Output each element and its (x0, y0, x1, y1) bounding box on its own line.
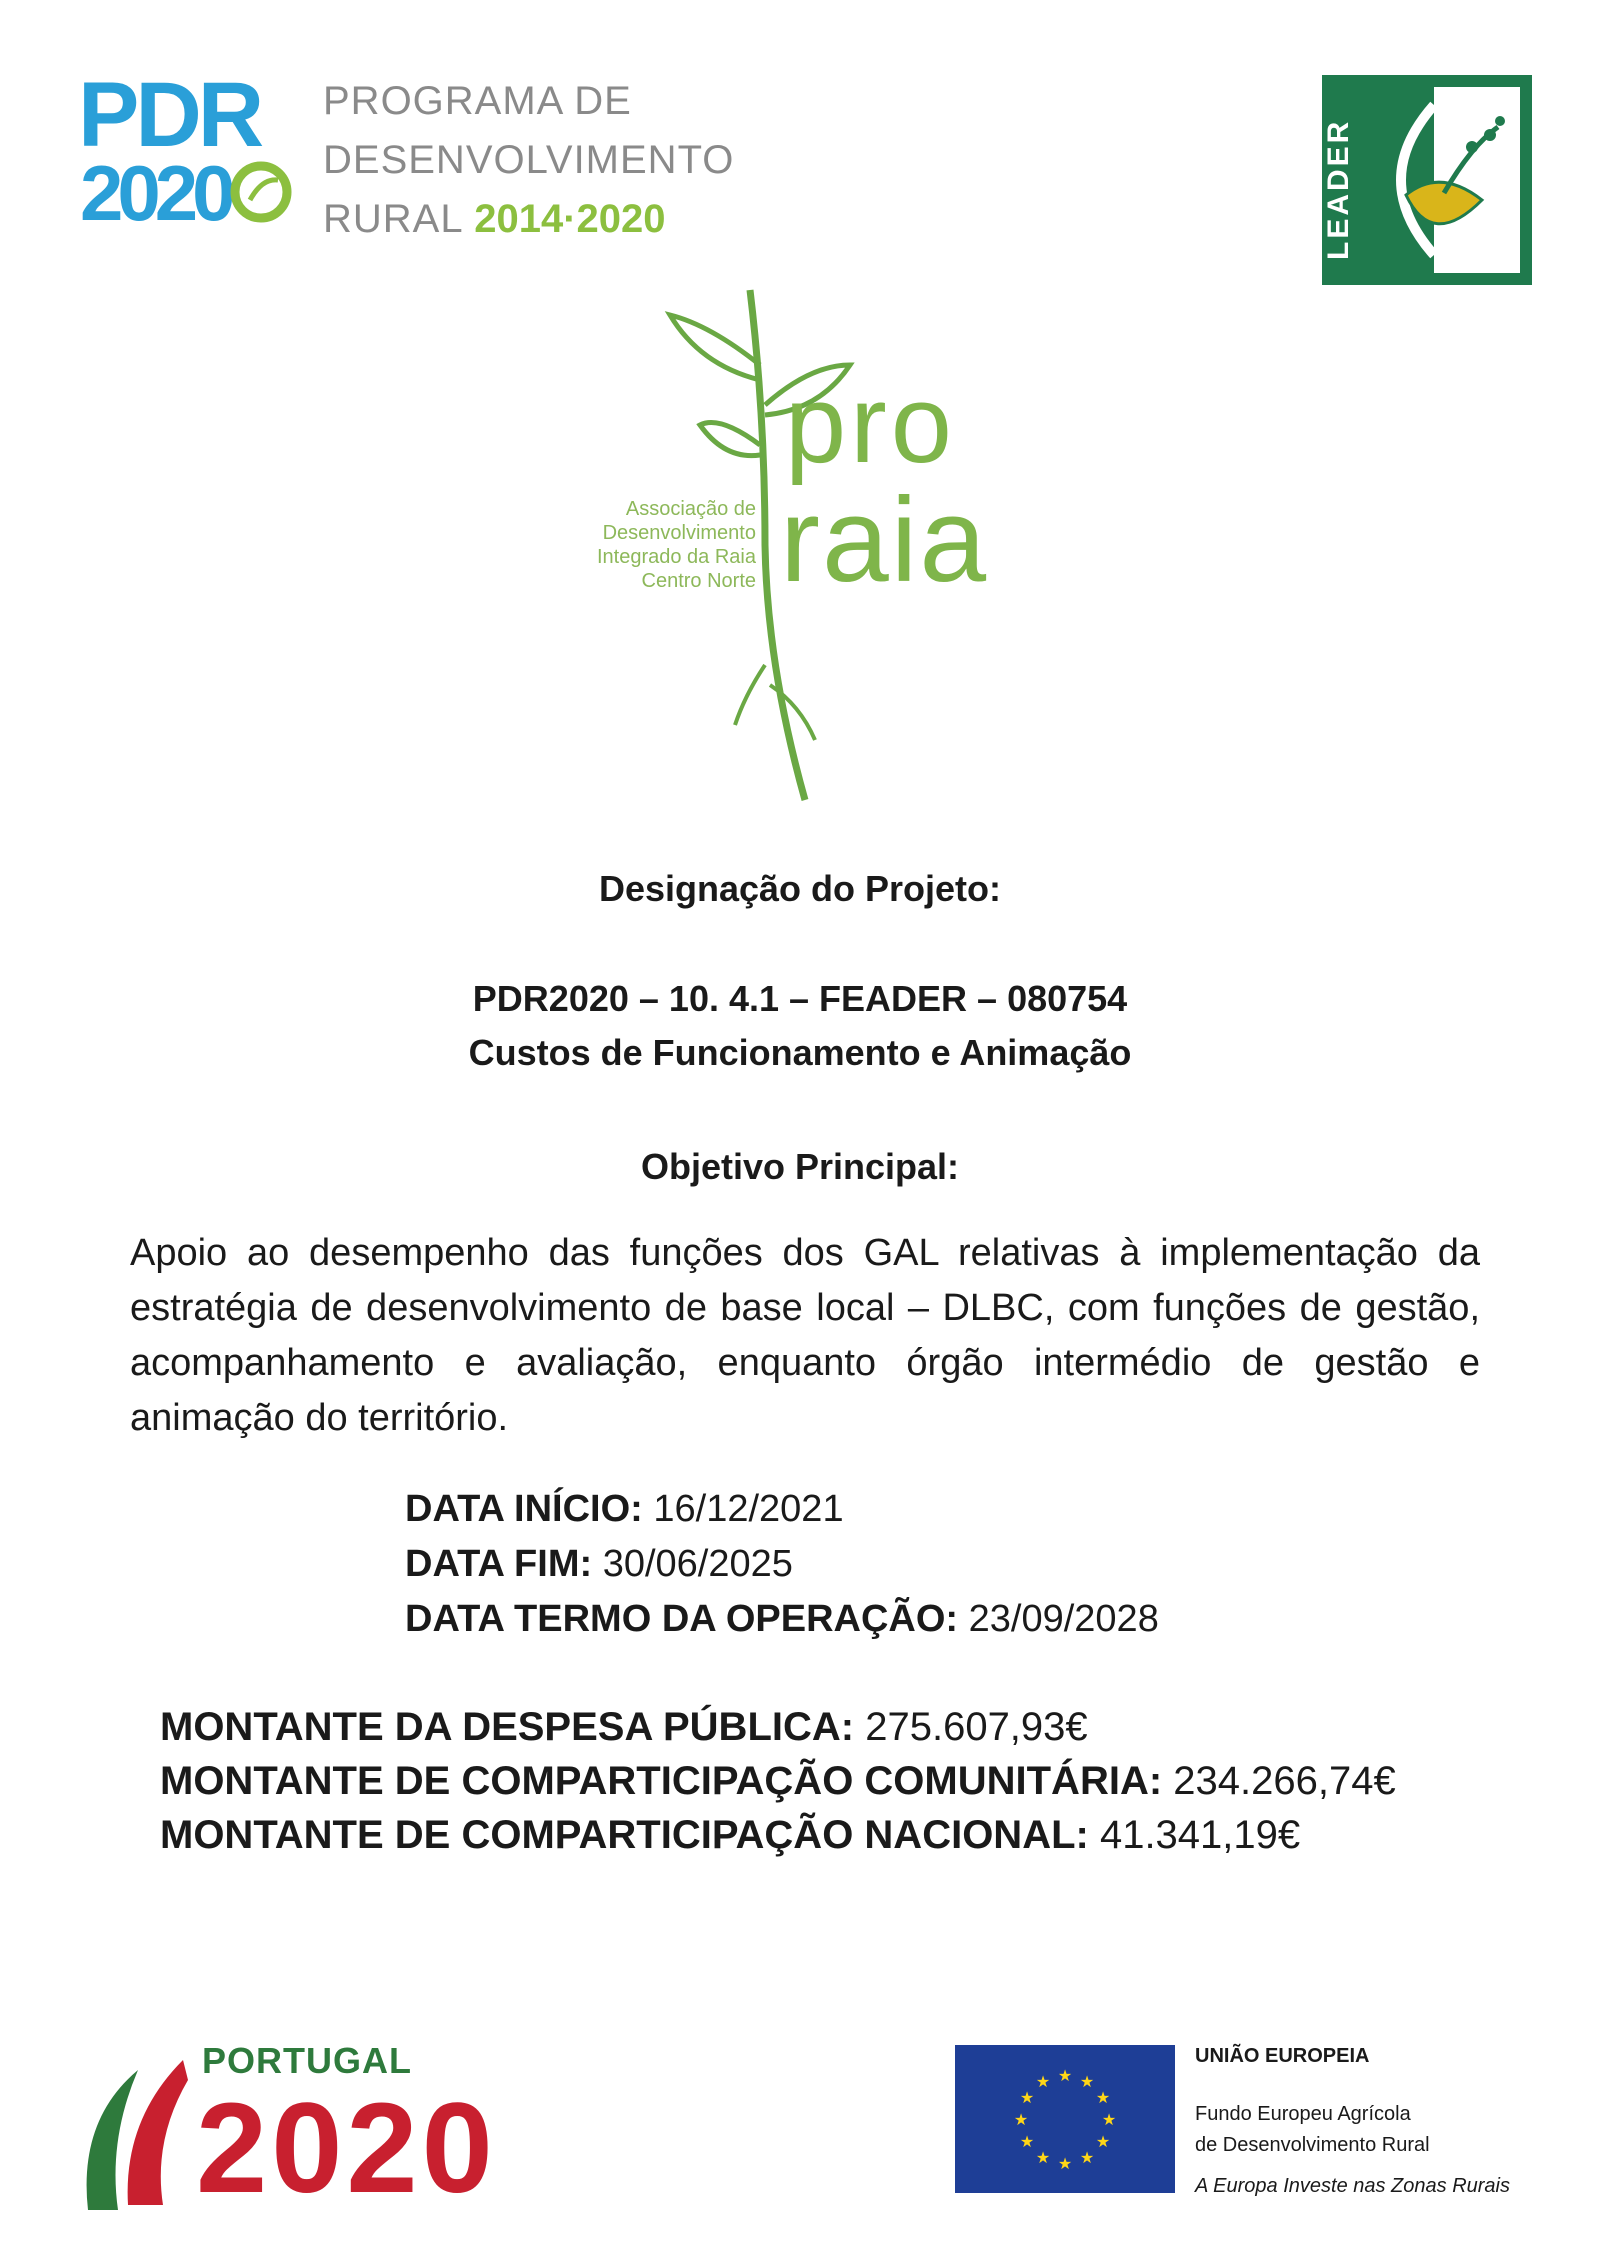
date-operation-term: DATA TERMO DA OPERAÇÃO: 23/09/2028 (405, 1598, 1159, 1640)
svg-text:★: ★ (1095, 2132, 1111, 2151)
portugal-year: 2020 (196, 2077, 497, 2220)
svg-text:★: ★ (1079, 2072, 1095, 2091)
dates-list (405, 1482, 1159, 1647)
amount-community-cofinancing: MONTANTE DE COMPARTICIPAÇÃO COMUNITÁRIA: 234.266,74€ (160, 1759, 1396, 1803)
proraia-association-name: Associação de Desenvolvimento Integrado da Raia Centro Norte (596, 498, 756, 592)
pdr2020-logo (78, 68, 778, 241)
objective-label: Objetivo Principal: (640, 1146, 960, 1187)
svg-text:★: ★ (1079, 2148, 1095, 2167)
proraia-wordmark-pro: pro (785, 363, 956, 486)
svg-text:★: ★ (1019, 2088, 1035, 2107)
eu-fund-name: Fundo Europeu Agrícola de Desenvolvimento Rural (1195, 2103, 1430, 2156)
svg-text:★: ★ (1019, 2132, 1035, 2151)
pdr-line-2: DESENVOLVIMENTO (323, 138, 735, 182)
pdr2020-mark (78, 68, 308, 228)
leader-label: LEADER (1322, 118, 1355, 260)
designation-label: Designação do Projeto: (598, 868, 1002, 909)
pdr-years: 2014·2020 (474, 197, 666, 241)
svg-text:★: ★ (1013, 2110, 1029, 2129)
svg-text:★: ★ (1101, 2110, 1117, 2129)
portugal-flag-swoosh (78, 2040, 198, 2230)
svg-text:★: ★ (1035, 2148, 1051, 2167)
pdr-line-1: PROGRAMA DE (323, 79, 632, 123)
leader-emblem (1322, 75, 1532, 285)
date-end: DATA FIM: 30/06/2025 (405, 1543, 793, 1585)
proraia-wordmark-raia: raia (780, 473, 989, 607)
svg-text:★: ★ (1095, 2088, 1111, 2107)
date-start: DATA INÍCIO: 16/12/2021 (405, 1488, 844, 1530)
eu-flag (955, 2045, 1175, 2193)
amount-national-cofinancing: MONTANTE DE COMPARTICIPAÇÃO NACIONAL: 41.341,19€ (160, 1813, 1301, 1857)
amount-public-expense: MONTANTE DA DESPESA PÚBLICA: 275.607,93€ (160, 1705, 1088, 1749)
objective-text: Apoio ao desempenho das funções dos GAL relativas à implementação da estratégia de desenvolvimento de base local – DLBC, com funções de gestão, acompanhamento e avaliação, enquanto órgão intermédio de gestão e animação do território. (130, 1232, 1480, 1439)
project-name: Custos de Funcionamento e Animação (468, 1032, 1132, 1073)
portugal2020-logo (78, 2040, 598, 2230)
leader-logo (1322, 75, 1532, 285)
svg-text:★: ★ (1035, 2072, 1051, 2091)
pdr-line-3: RURAL 2014·2020 (323, 197, 666, 241)
eu-slogan: A Europa Investe nas Zonas Rurais (1195, 2175, 1510, 2197)
svg-text:PDR: PDR (78, 68, 261, 166)
portugal-label: PORTUGAL (202, 2040, 412, 2081)
amounts-list (160, 1700, 1396, 1862)
svg-text:★: ★ (1057, 2154, 1073, 2173)
svg-text:2020: 2020 (80, 149, 230, 228)
proraia-logo (560, 285, 1040, 805)
eu-title: UNIÃO EUROPEIA (1195, 2045, 1370, 2067)
eu-block (955, 2045, 1555, 2225)
svg-text:★: ★ (1057, 2066, 1073, 2085)
project-code: PDR2020 – 10. 4.1 – FEADER – 080754 (472, 978, 1128, 1019)
